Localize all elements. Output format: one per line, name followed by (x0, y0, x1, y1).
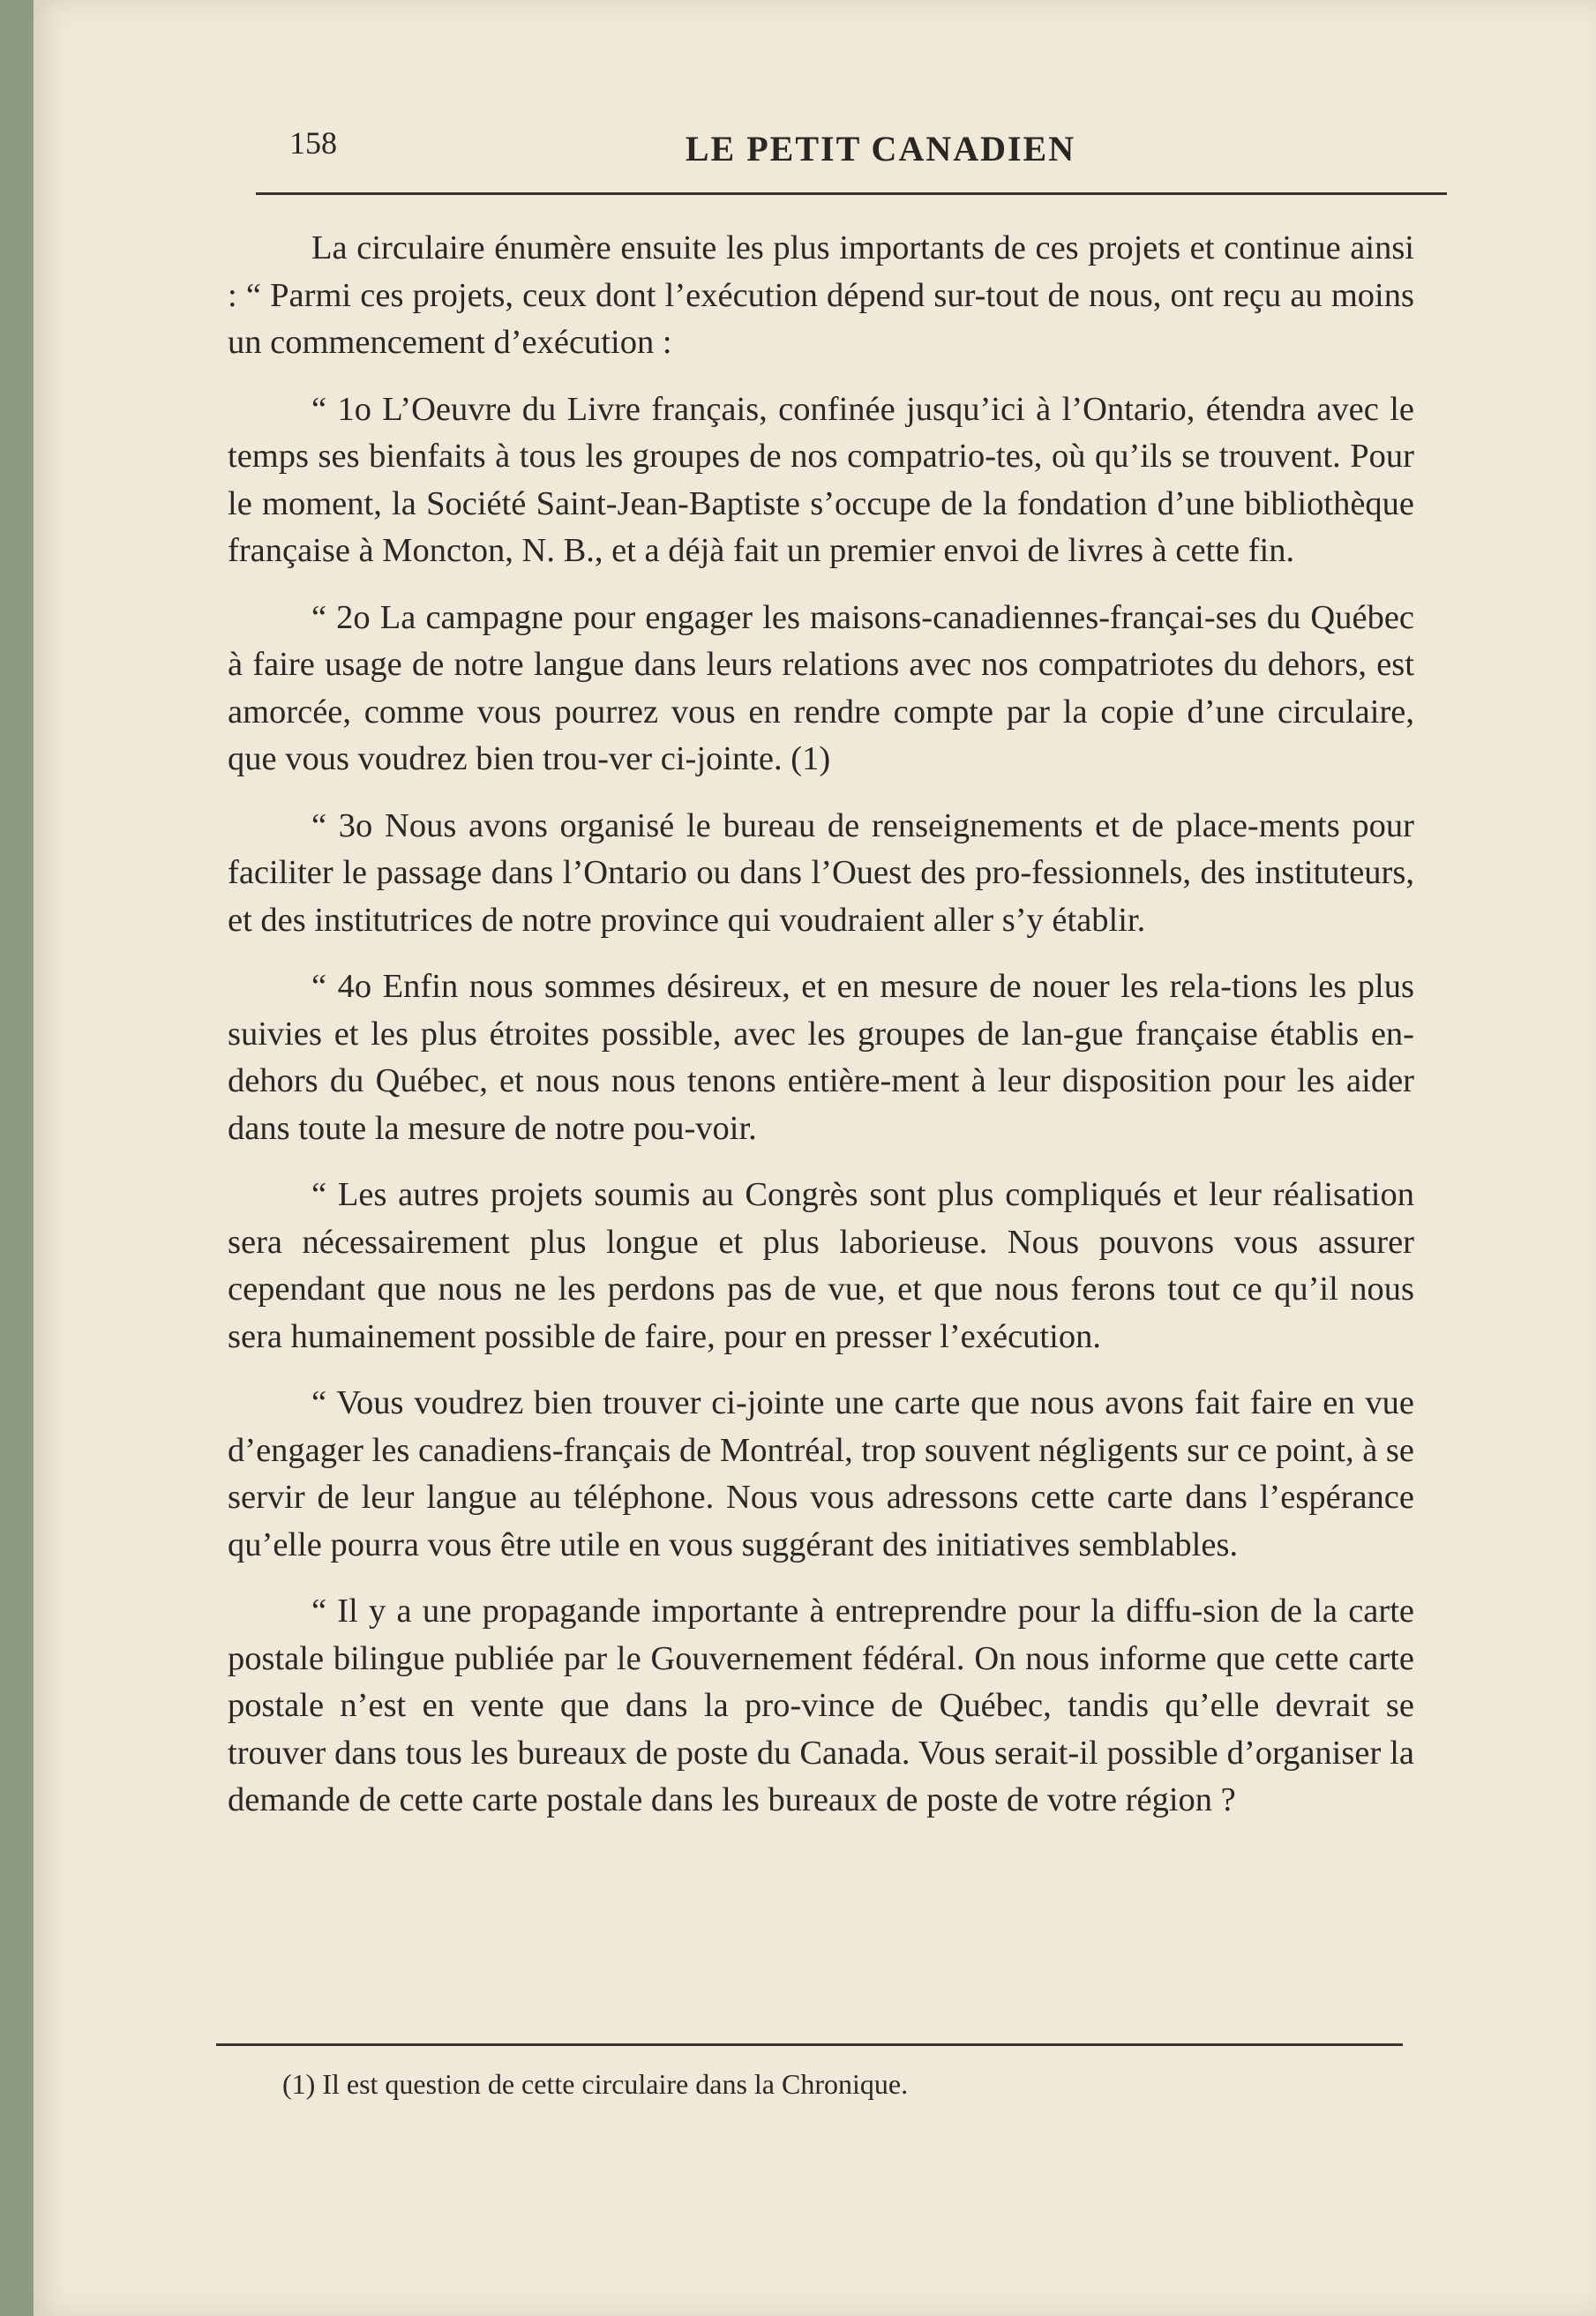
paragraph: “ 4o Enfin nous sommes désireux, et en mesure de nouer les rela-tions les plus suivies et les plus étroites possible, avec les groupes de lan-gue française établis en-dehors du Québec, et nous nous tenons entière-ment à leur disposition pour les aider dans toute la mesure de notre pou-voir. (228, 968, 1414, 1147)
paragraph: “ Il y a une propagande importante à entreprendre pour la diffu-sion de la carte postale bilingue publiée par le Gouvernement fédéral. On nous informe que cette carte postale n’est en vente que dans la pro-vince de Québec, tandis qu’elle devrait se trouver dans tous les bureaux de poste du Canada. Vous serait-il possible d’organiser la demande de cette carte postale dans les bureaux de poste de votre région ? (228, 1593, 1414, 1818)
paragraph: “ 2o La campagne pour engager les maisons-canadiennes-françai-ses du Québec à faire usage de notre langue dans leurs relations avec nos compatriotes du dehors, est amorcée, comme vous pourrez vous en rendre compte par la copie d’une circulaire, que vous voudrez bien trou-ver ci-jointe. (1) (228, 598, 1414, 777)
running-title: LE PETIT CANADIEN (685, 129, 1076, 169)
page-number: 158 (289, 125, 337, 161)
paragraph: “ 3o Nous avons organisé le bureau de renseignements et de place-ments pour faciliter le passage dans l’Ontario ou dans l’Ouest des pro-fessionnels, des instituteurs, et des institutrices de notre province qui voudraient aller s’y établir. (228, 806, 1414, 939)
footnote: (1) Il est question de cette circulaire dans la Chronique. (282, 2068, 909, 2100)
paragraph: “ Vous voudrez bien trouver ci-jointe une carte que nous avons fait faire en vue d’engager les canadiens-français de Montréal, trop souvent négligents sur ce point, à se servir de leur langue au téléphone. Nous vous adressons cette carte dans l’espérance qu’elle pourra vous être utile en vous suggérant des initiatives semblables. (228, 1384, 1414, 1563)
paragraph: “ 1o L’Oeuvre du Livre français, confinée jusqu’ici à l’Ontario, étendra avec le temps ses bienfaits à tous les groupes de nos compatrio-tes, où qu’ils se trouvent. Pour le moment, la Société Saint-Jean-Baptiste s’occupe de la fondation d’une bibliothèque française à Moncton, N. B., et a déjà fait un premier envoi de livres à cette fin. (228, 390, 1414, 569)
body-text (228, 225, 1414, 1844)
footnote-rule (216, 2043, 1403, 2046)
paragraph: La circulaire énumère ensuite les plus importants de ces projets et continue ainsi : “ Parmi ces projets, ceux dont l’exécution dépend sur-tout de nous, ont reçu au moins un commencement d’exécution : (228, 229, 1414, 361)
header-rule (256, 192, 1447, 195)
paragraph: “ Les autres projets soumis au Congrès sont plus compliqués et leur réalisation sera nécessairement plus longue et plus laborieuse. Nous pouvons vous assurer cependant que nous ne les perdons pas de vue, et que nous ferons tout ce qu’il nous sera humainement possible de faire, pour en presser l’exécution. (228, 1176, 1414, 1355)
page-header (289, 119, 1472, 181)
